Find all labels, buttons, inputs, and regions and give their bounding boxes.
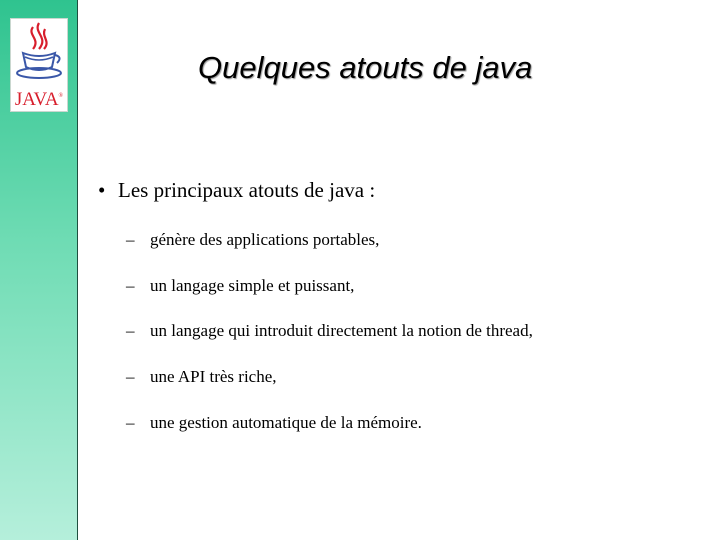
list-item xyxy=(126,230,379,250)
list-item-text: une API très riche, xyxy=(150,367,277,386)
list-item xyxy=(126,413,422,433)
bullet-mark: • xyxy=(98,178,106,202)
java-logo-text: JAVA® xyxy=(14,89,64,110)
left-sidebar xyxy=(0,0,78,540)
java-logo xyxy=(10,18,68,112)
list-item xyxy=(126,321,533,341)
list-item xyxy=(126,367,277,387)
dash-mark: – xyxy=(126,321,135,340)
slide-content xyxy=(98,178,700,432)
main-bullet xyxy=(98,178,700,203)
list-item-text: génère des applications portables, xyxy=(150,230,380,249)
dash-mark: – xyxy=(126,367,135,386)
java-coffee-cup-icon xyxy=(11,19,67,89)
dash-mark: – xyxy=(126,276,135,295)
list-item-text: une gestion automatique de la mémoire. xyxy=(150,413,422,432)
dash-mark: – xyxy=(126,230,135,249)
main-bullet-text: Les principaux atouts de java : xyxy=(118,178,376,202)
dash-mark: – xyxy=(126,413,135,432)
list-item-text: un langage simple et puissant, xyxy=(150,276,355,295)
list-item xyxy=(126,276,354,296)
slide-title: Quelques atouts de java xyxy=(198,50,533,85)
list-item-text: un langage qui introduit directement la notion de thread, xyxy=(150,321,533,340)
